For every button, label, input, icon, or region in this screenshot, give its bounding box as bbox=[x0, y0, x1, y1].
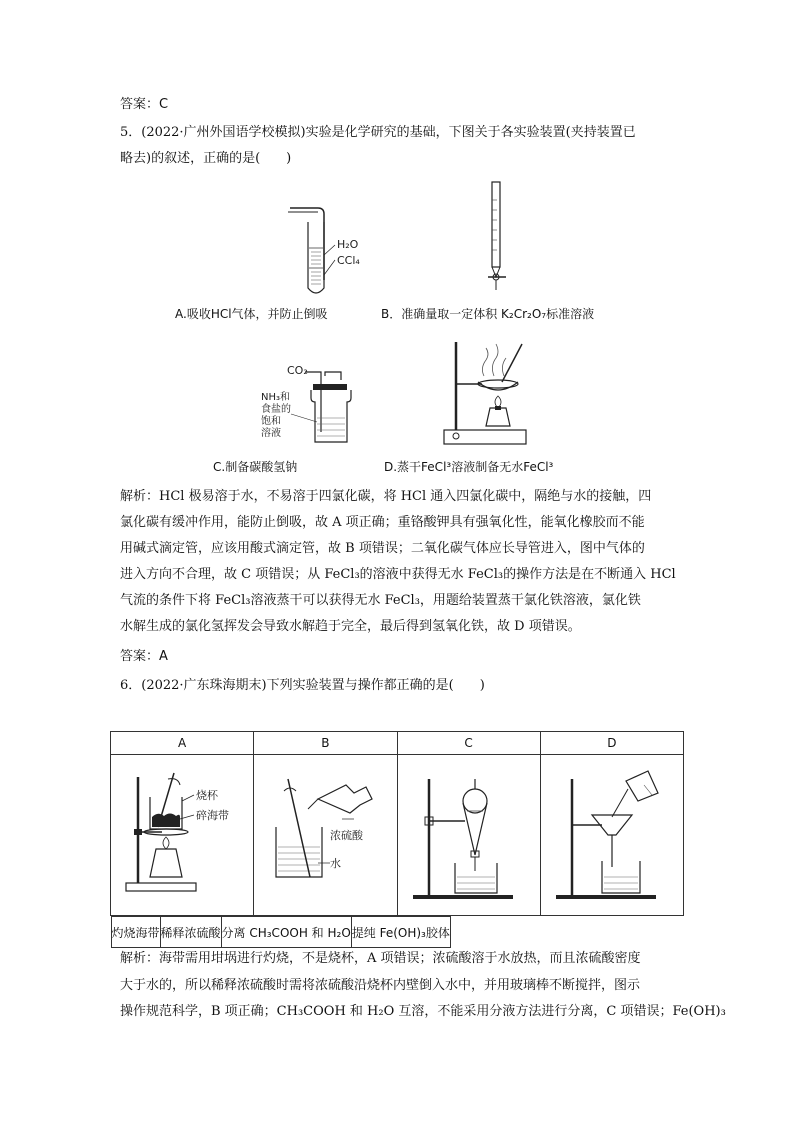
table-figure-b bbox=[254, 755, 397, 916]
label-solution-3: 饱和 bbox=[261, 416, 281, 427]
figure-6d-filtration bbox=[542, 759, 682, 909]
analysis-6-line3: 操作规范科学，B 项正确；CH₃COOH 和 H₂O 互溶，不能采用分液方法进行分离，C 项错误；Fe(OH)₃ bbox=[120, 1004, 726, 1019]
table-figure-d bbox=[540, 755, 683, 916]
label-co2: CO₂ bbox=[287, 364, 308, 377]
options-table bbox=[110, 731, 684, 946]
figure-5a-absorption-apparatus bbox=[280, 200, 390, 300]
analysis-5-line2: 氯化碳有缓冲作用，能防止倒吸，故 A 项正确；重铬酸钾具有强氧化性，能氧化橡胶而不能 bbox=[120, 515, 645, 530]
analysis-5-line5: 气流的条件下将 FeCl₃溶液蒸干可以获得无水 FeCl₃，用题给装置蒸干氯化铁溶液，氯化铁 bbox=[120, 593, 641, 608]
figure-6a-burning-seaweed bbox=[112, 759, 252, 909]
label-seaweed: 碎海带 bbox=[196, 808, 230, 822]
analysis-5-line6: 水解生成的氯化氢挥发会导致水解趋于完全，最后得到氢氧化铁，故 D 项错误。 bbox=[120, 619, 581, 634]
question-5-stem-line1: 5．(2022·广州外国语学校模拟)实验是化学研究的基础，下图关于各实验装置(夹持装置已 bbox=[120, 125, 636, 140]
caption-5c: C.制备碳酸氢钠 bbox=[213, 460, 298, 474]
table-caption-a: 灼烧海带 bbox=[111, 917, 160, 948]
caption-5a: A.吸收HCl气体，并防止倒吸 bbox=[175, 307, 328, 321]
caption-5b: B．准确量取一定体积 K₂Cr₂O₇标准溶液 bbox=[381, 307, 595, 321]
question-6-stem: 6．(2022·广东珠海期末)下列实验装置与操作都正确的是( ) bbox=[120, 678, 485, 693]
figure-5d-evaporation bbox=[440, 338, 530, 448]
label-solution-1: NH₃和 bbox=[261, 392, 291, 403]
table-caption-d: 提纯 Fe(OH)₃胶体 bbox=[351, 917, 450, 948]
label-conc-acid: 浓硫酸 bbox=[329, 828, 363, 842]
table-header-a: A bbox=[111, 732, 254, 755]
table-figure-c bbox=[397, 755, 540, 916]
figure-5c-gas-bottle bbox=[261, 362, 355, 447]
analysis-5-line1: 解析：HCl 极易溶于水，不易溶于四氯化碳，将 HCl 通入四氯化碳中，隔绝与水的接触，四 bbox=[120, 489, 652, 504]
figure-6b-dilute-acid bbox=[268, 759, 383, 909]
figure-6c-separatory-funnel bbox=[399, 759, 539, 909]
table-header-c: C bbox=[397, 732, 540, 755]
answer-previous: 答案：C bbox=[120, 97, 169, 112]
label-ccl4: CCl₄ bbox=[337, 254, 360, 267]
analysis-5-line3: 用碱式滴定管，应该用酸式滴定管，故 B 项错误；二氧化碳气体应长导管进入，图中气体的 bbox=[120, 541, 645, 556]
table-header-b: B bbox=[254, 732, 397, 755]
caption-5d: D.蒸干FeCl³溶液制备无水FeCl³ bbox=[384, 460, 554, 474]
analysis-6-line1: 解析：海带需用坩埚进行灼烧，不是烧杯，A 项错误；浓硫酸溶于水放热，而且浓硫酸密度 bbox=[120, 951, 641, 966]
label-solution-2: 食盐的 bbox=[261, 404, 291, 415]
answer-5: 答案：A bbox=[120, 649, 168, 664]
label-h2o: H₂O bbox=[337, 238, 359, 251]
label-water: 水 bbox=[329, 856, 341, 870]
analysis-5-line4: 进入方向不合理，故 C 项错误；从 FeCl₃的溶液中获得无水 FeCl₃的操作方法是在不断通入 HCl bbox=[120, 567, 676, 582]
question-5-stem-line2: 略去)的叙述，正确的是( ) bbox=[120, 151, 292, 166]
figure-5b-burette bbox=[478, 180, 518, 295]
table-figure-a bbox=[111, 755, 254, 916]
label-solution-4: 溶液 bbox=[261, 428, 281, 439]
analysis-6-line2: 大于水的，所以稀释浓硫酸时需将浓硫酸沿烧杯内壁倒入水中，并用玻璃棒不断搅拌，图示 bbox=[120, 978, 641, 993]
table-caption-b: 稀释浓硫酸 bbox=[160, 917, 221, 948]
table-caption-c: 分离 CH₃COOH 和 H₂O bbox=[221, 917, 351, 948]
label-beaker: 烧杯 bbox=[196, 788, 219, 802]
table-header-d: D bbox=[540, 732, 683, 755]
